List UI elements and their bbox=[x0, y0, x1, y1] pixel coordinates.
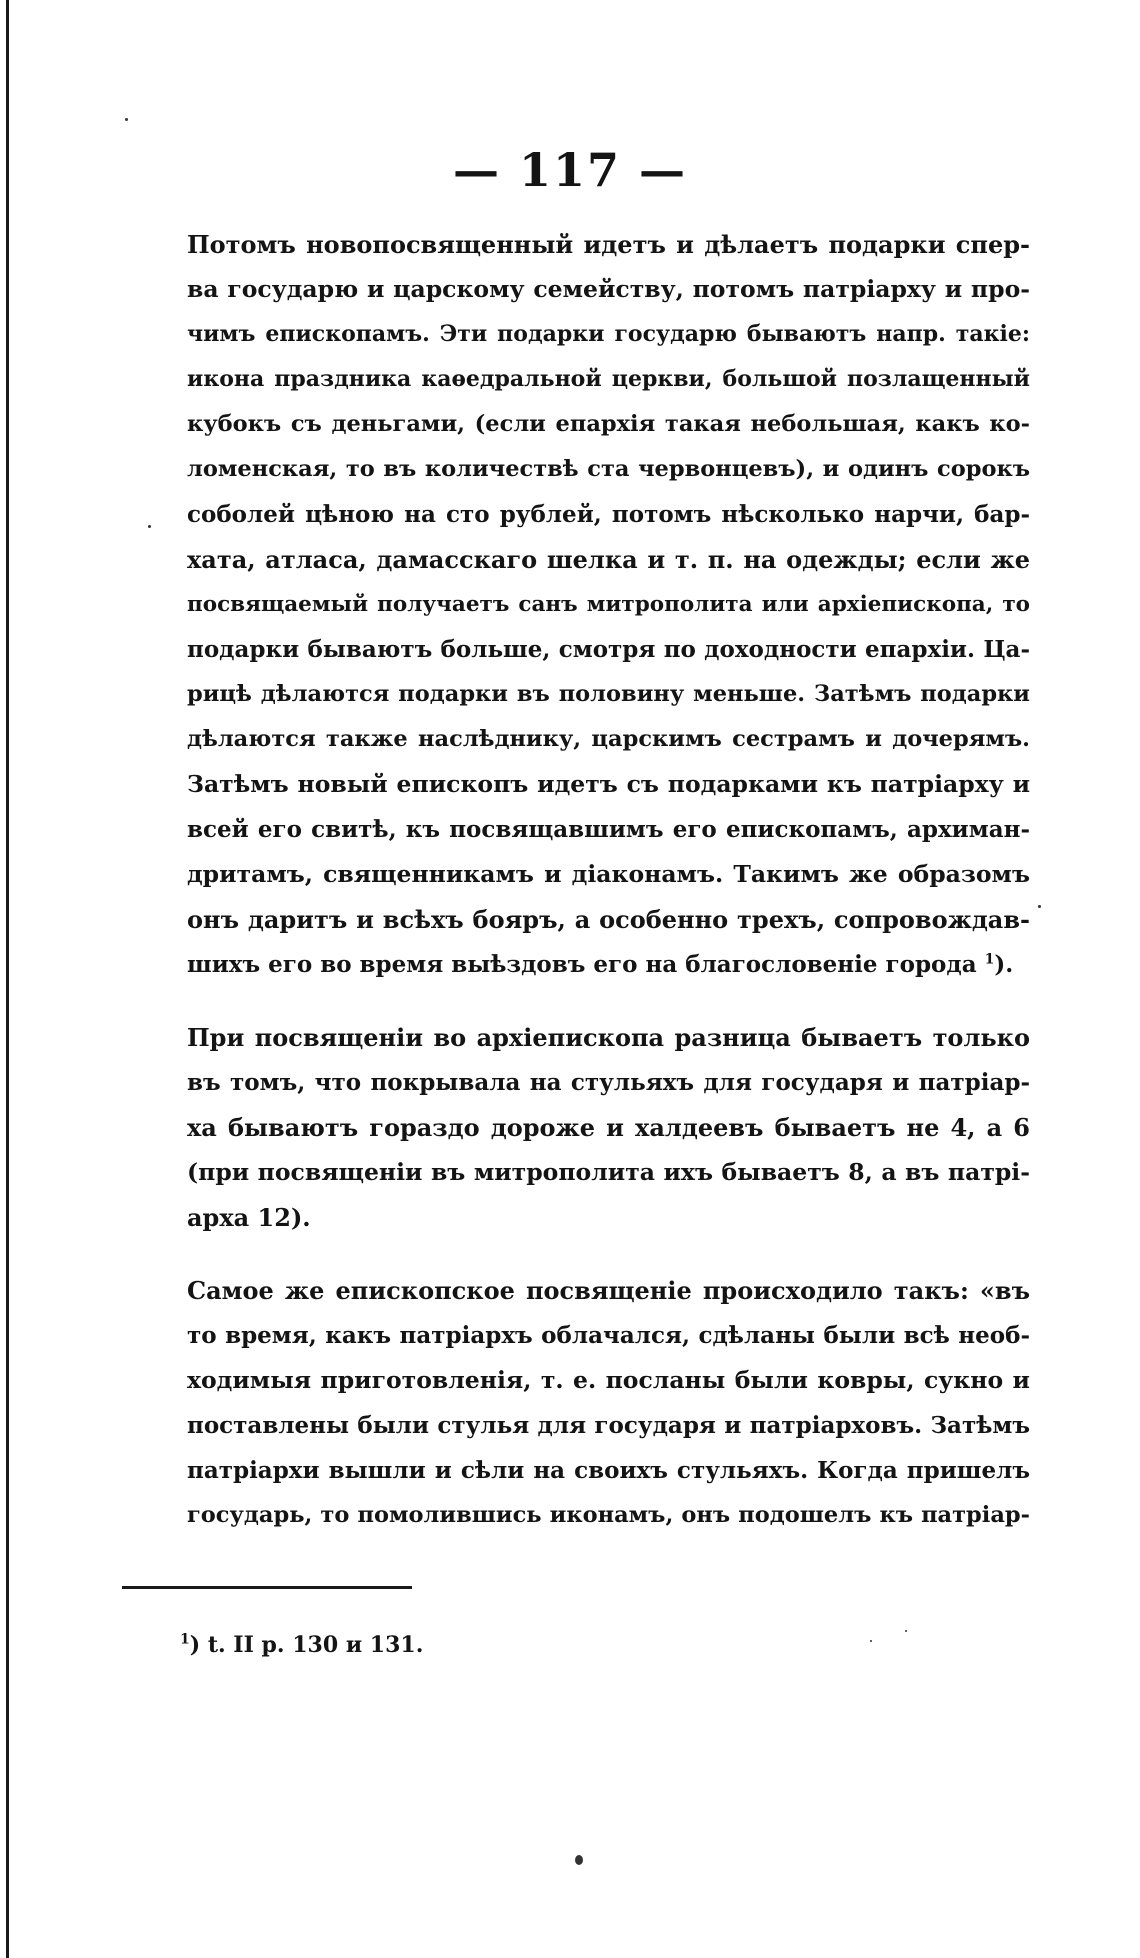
text-line: рицѣ дѣлаются подарки въ половину меньше. Затѣмъ подарки bbox=[187, 681, 1030, 707]
footnote-separator bbox=[122, 1586, 412, 1589]
text-line: ходимыя приготовленія, т. е. посланы были ковры, сукно и bbox=[187, 1366, 1030, 1394]
text-line: ломенская, то въ количествѣ ста червонцевъ), и одинъ сорокъ bbox=[187, 456, 1030, 482]
scan-speck bbox=[148, 525, 151, 528]
text-line: икона праздника каѳедральной церкви, большой позлащенный bbox=[187, 366, 1030, 392]
footnote bbox=[180, 1630, 423, 1660]
text-line: посвящаемый получаетъ санъ митрополита или архіепископа, то bbox=[187, 592, 1030, 617]
text-line: (при посвященіи въ митрополита ихъ бываетъ 8, а въ патрі- bbox=[187, 1158, 1030, 1186]
text-line: поставлены были стулья для государя и патріарховъ. Затѣмъ bbox=[187, 1412, 1030, 1439]
text-line: чимъ епископамъ. Эти подарки государю бываютъ напр. такіе: bbox=[187, 321, 1030, 347]
closing-punctuation: ). bbox=[994, 951, 1014, 978]
text-line: арха 12). bbox=[187, 1203, 311, 1232]
text-line: соболей цѣною на сто рублей, потомъ нѣсколько нарчи, бар- bbox=[187, 501, 1030, 528]
text-line: въ томъ, что покрывала на стульяхъ для государя и патріар- bbox=[187, 1069, 1030, 1096]
footnote-reference: 1 bbox=[984, 951, 995, 968]
scan-speck bbox=[575, 1855, 583, 1865]
text-line: онъ даритъ и всѣхъ бояръ, а особенно трехъ, сопровождав- bbox=[187, 905, 1030, 934]
text-line: ва государю и царскому семейству, потомъ патріарху и про- bbox=[187, 275, 1030, 303]
page-number: — 117 — bbox=[452, 143, 688, 197]
text-line: дритамъ, священникамъ и діаконамъ. Такимъ же образомъ bbox=[187, 860, 1030, 888]
text-line: патріархи вышли и сѣли на своихъ стульяхъ. Когда пришелъ bbox=[187, 1457, 1030, 1484]
scan-speck bbox=[125, 118, 128, 121]
scan-speck bbox=[1038, 905, 1041, 908]
paragraph-2 bbox=[187, 1015, 1030, 1240]
scan-speck bbox=[870, 1640, 872, 1642]
text-line: При посвященіи во архіепископа разница бываетъ только bbox=[187, 1023, 1030, 1052]
text-line: Затѣмъ новый епископъ идетъ съ подарками къ патріарху и bbox=[187, 770, 1030, 798]
text-line: государь, то помолившись иконамъ, онъ подошелъ къ патріар- bbox=[187, 1502, 1030, 1528]
text-line: хата, атласа, дамасскаго шелка и т. п. на одежды; если же bbox=[187, 545, 1030, 574]
text-line: ха бываютъ гораздо дороже и халдеевъ бываетъ не 4, а 6 bbox=[187, 1113, 1030, 1142]
footnote-mark: 1 bbox=[180, 1631, 190, 1648]
paragraph-1 bbox=[187, 222, 1030, 987]
text-line: кубокъ съ деньгами, (если епархія такая небольшая, какъ ко- bbox=[187, 411, 1030, 437]
paragraph-3 bbox=[187, 1268, 1030, 1538]
text-line: Потомъ новопосвященный идетъ и дѣлаетъ подарки спер- bbox=[187, 230, 1030, 259]
text-line: Самое же епископское посвященіе происходило такъ: «въ bbox=[187, 1276, 1030, 1305]
text-line: всей его свитѣ, къ посвящавшимъ его епископамъ, архиман- bbox=[187, 816, 1030, 843]
text-line: подарки бываютъ больше, смотря по доходности епархіи. Ца- bbox=[187, 636, 1030, 663]
text-line: то время, какъ патріархъ облачался, сдѣланы были всѣ необ- bbox=[187, 1322, 1030, 1349]
text-line: дѣлаются также наслѣднику, царскимъ сестрамъ и дочерямъ. bbox=[187, 726, 1030, 752]
body-text bbox=[187, 222, 1030, 1538]
scan-speck bbox=[905, 1630, 907, 1632]
page-edge-rule bbox=[6, 0, 9, 1958]
footnote-text: ) t. II p. 130 и 131. bbox=[189, 1632, 424, 1658]
text-line-with-footnote-ref bbox=[187, 942, 1030, 987]
text-line-content: шихъ его во время выѣздовъ его на благословеніе города bbox=[187, 951, 977, 978]
